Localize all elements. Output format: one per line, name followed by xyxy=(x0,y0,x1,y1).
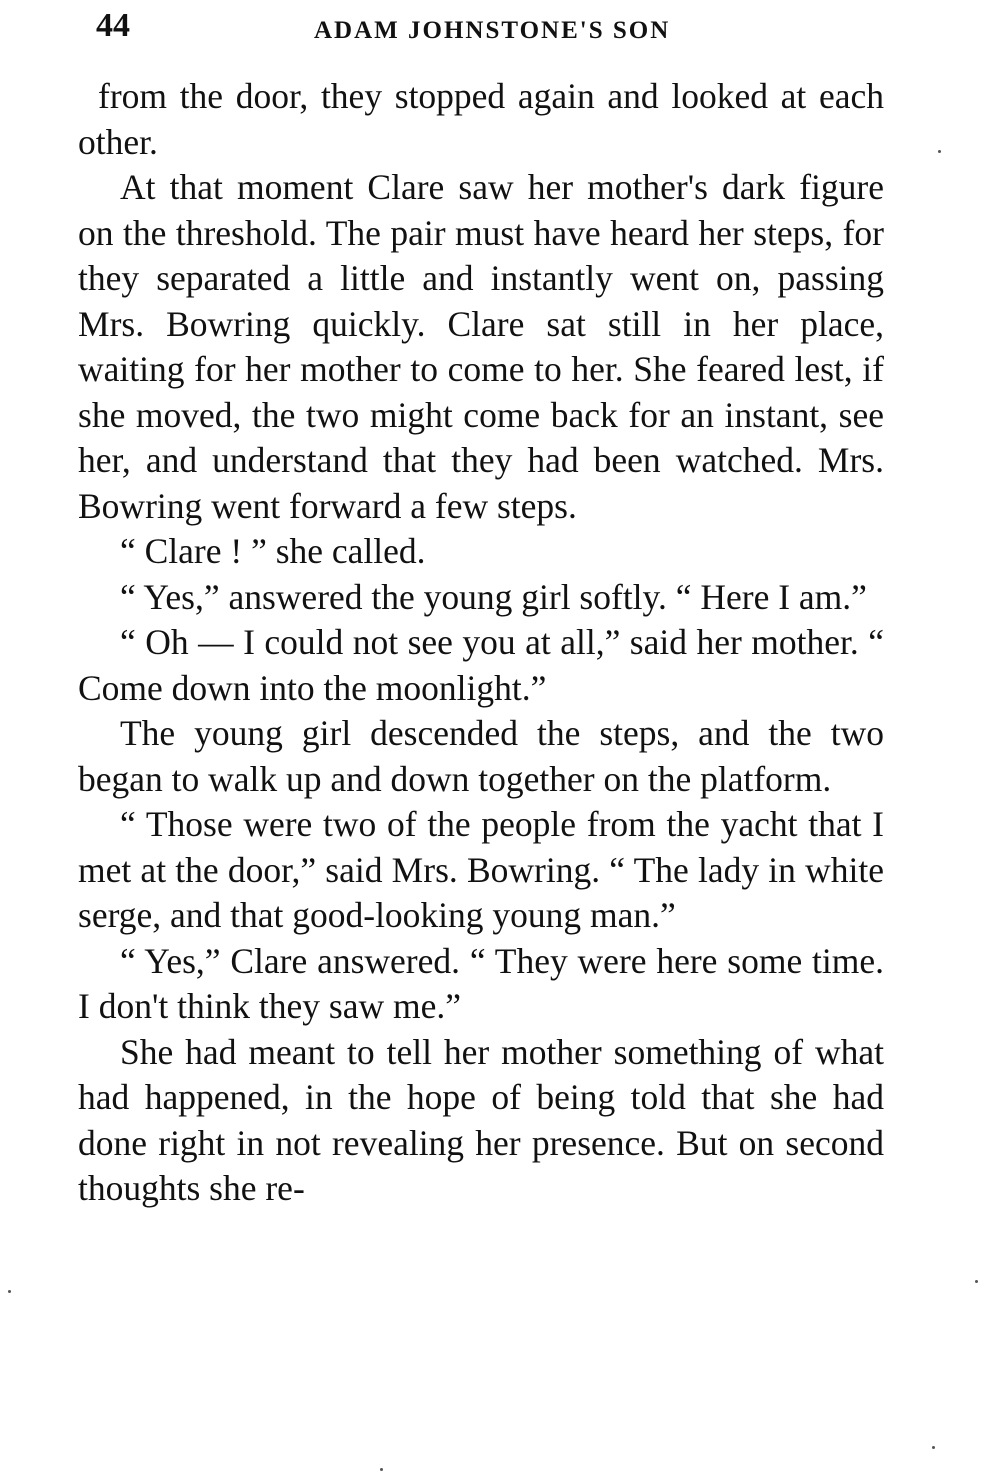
paragraph: “ Yes,” answered the young girl softly. “ Here I am.” xyxy=(120,576,867,617)
print-speck xyxy=(975,1280,978,1283)
paragraph: from the door, they stopped again and looked at each other. xyxy=(78,76,884,162)
print-speck xyxy=(380,1468,383,1471)
print-speck xyxy=(8,1290,11,1293)
paragraph: “ Oh — I could not see you at all,” said her mother. “ Come down into the moonlight.” xyxy=(78,622,884,708)
paragraph: The young girl descended the steps, and the two began to walk up and down together on the platform. xyxy=(78,713,884,799)
paragraph: “ Those were two of the people from the yacht that I met at the door,” said Mrs. Bowring. “ The lady in white serge, and that good-looking young man.” xyxy=(78,804,884,935)
paragraph: “ Yes,” Clare answered. “ They were here some time. I don't think they saw me.” xyxy=(78,940,884,1026)
page-header xyxy=(96,6,886,50)
print-speck xyxy=(932,1446,935,1449)
running-head: ADAM JOHNSTONE'S SON xyxy=(314,17,671,44)
paragraph: At that moment Clare saw her mother's dark figure on the threshold. The pair must have heard her steps, for they separated a little and instantly went on, passing Mrs. Bowring quickly. Clare sat still in her place, waiting for her mother to come to her. She feared lest, if she moved, the two might come back for an instant, see her, and understand that they had been watched. Mrs. Bowring went forward a few steps. xyxy=(78,167,884,526)
paragraph: “ Clare ! ” she called. xyxy=(120,531,426,571)
page-body xyxy=(78,74,884,1212)
print-speck xyxy=(938,150,941,153)
page-number: 44 xyxy=(96,7,130,44)
paragraph: She had meant to tell her mother something of what had happened, in the hope of being told that she had done right in not revealing her presence. But on second thoughts she re- xyxy=(78,1031,884,1208)
